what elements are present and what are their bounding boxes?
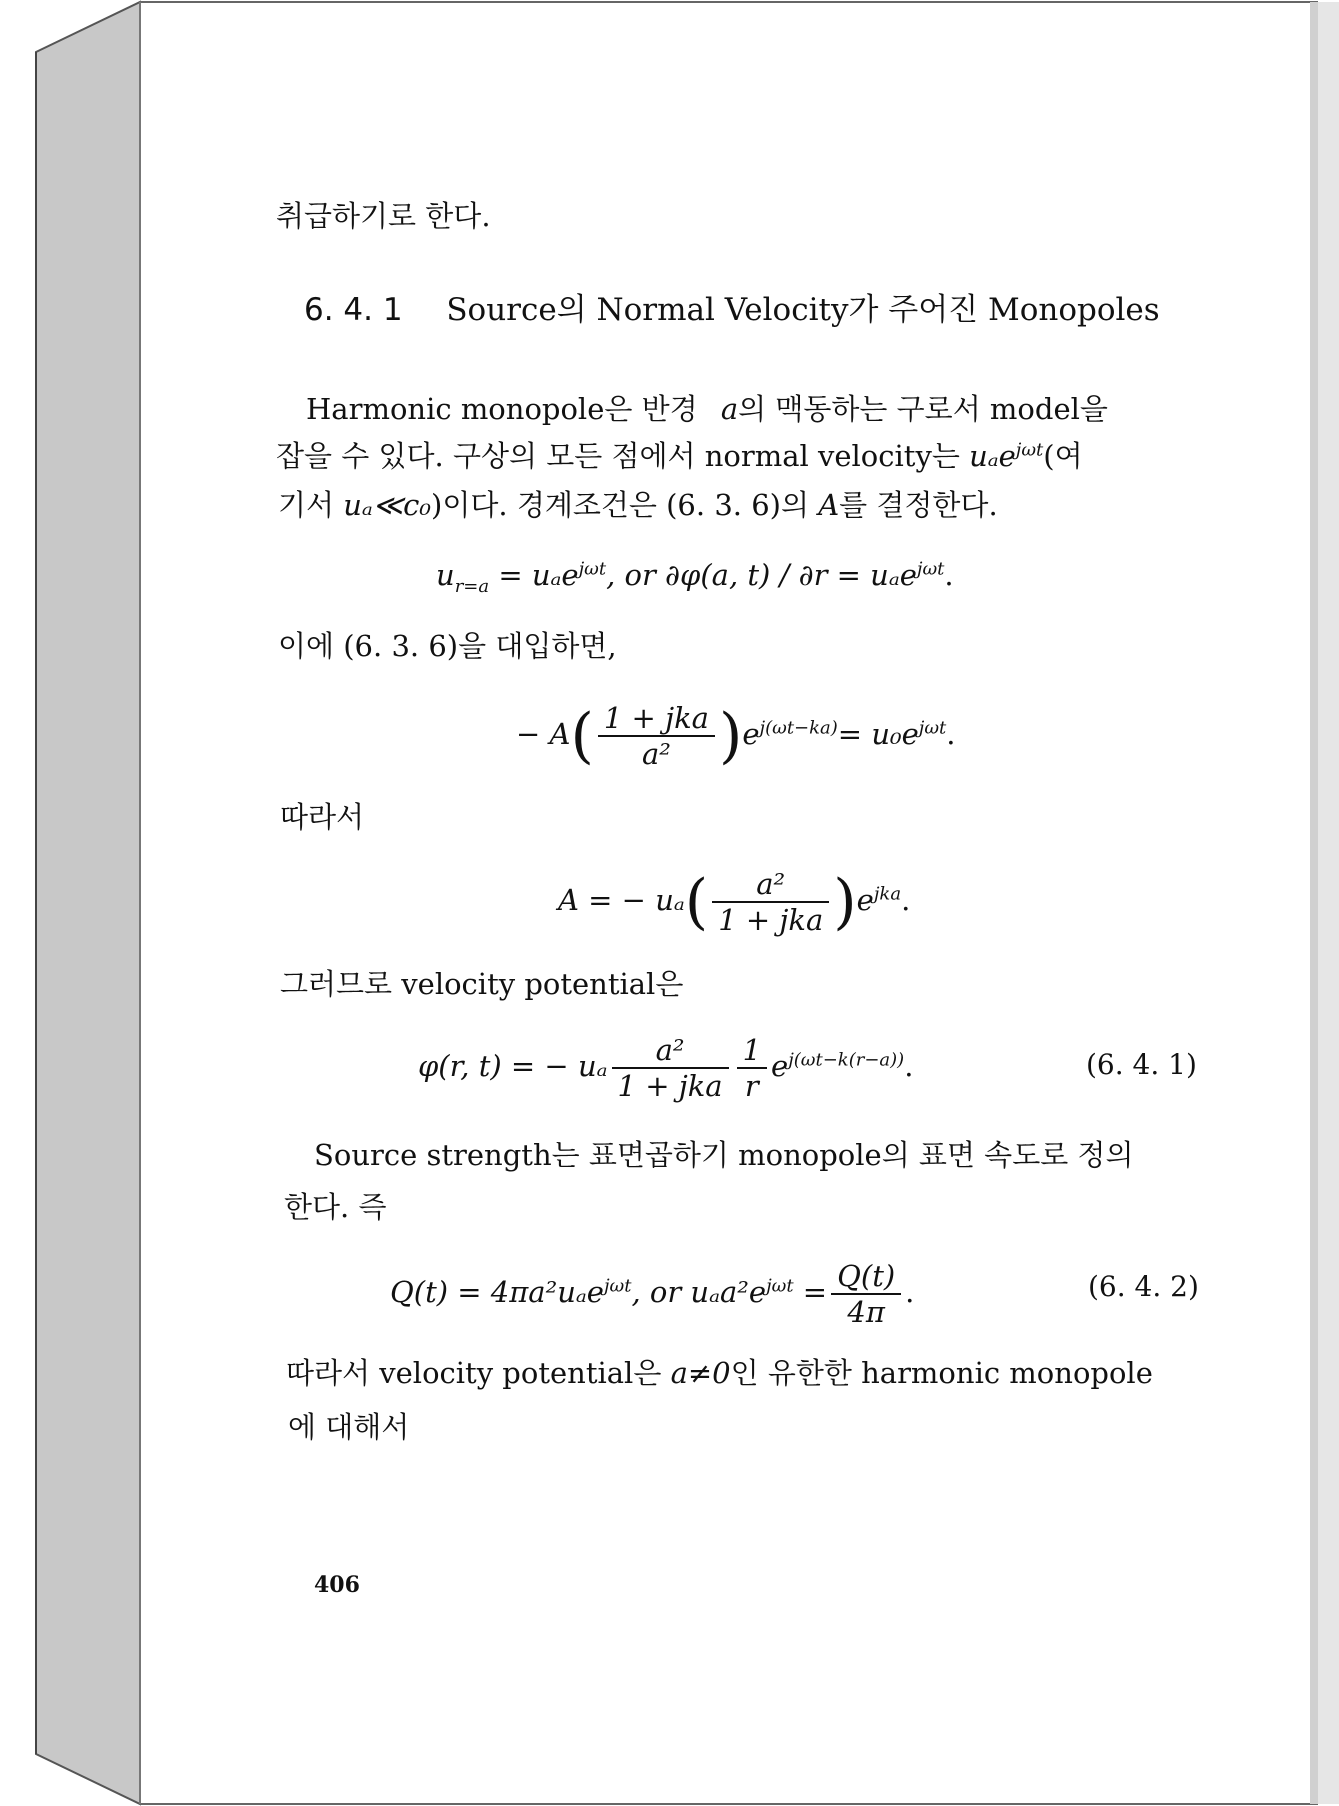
therefore-line-1 xyxy=(280,798,364,836)
therefore-text-1: 따라서 xyxy=(280,800,365,834)
equation-2 xyxy=(516,694,956,774)
eq642-equals: = xyxy=(802,1275,828,1309)
eq2-paren-close: ) xyxy=(718,701,743,771)
eq-bc-mid: = uₐe xyxy=(498,558,579,592)
section-number: 6. 4. 1 xyxy=(304,292,403,328)
eq641-numerator-1: a² xyxy=(655,1033,685,1067)
eq642-exp-1: jωt xyxy=(603,1275,632,1297)
p1-line1-text-a: Harmonic monopole은 반경 xyxy=(306,392,698,426)
eq3-end: . xyxy=(901,883,911,917)
equation-boundary-condition xyxy=(436,556,954,597)
eq-bc-sup2: jωt xyxy=(916,558,945,580)
p1-line3-text-a: 기서 xyxy=(278,488,335,522)
eq642-lhs: Q(t) = 4πa²uₐe xyxy=(390,1275,604,1309)
eq642-or: , or uₐa²e xyxy=(631,1275,767,1309)
p1-line3-text-c: 를 결정한다. xyxy=(839,488,998,522)
p1-line3-var: A xyxy=(818,488,840,522)
eq3-exp: jka xyxy=(873,883,902,905)
eq641-end: . xyxy=(904,1049,914,1083)
p1-line2-text-a: 잡을 수 있다. 구상의 모든 점에서 normal velocity는 xyxy=(276,439,960,473)
eq642-denominator: 4π xyxy=(831,1293,901,1329)
eq-bc-lhs: u xyxy=(436,558,455,592)
p1-line1-text-b: 의 맥동하는 구로서 model을 xyxy=(738,392,1108,426)
p1-line2-expr: uₐe xyxy=(969,439,1016,473)
eq2-rhs-exp: jωt xyxy=(918,717,947,739)
eq641-lhs: φ(r, t) = − uₐ xyxy=(418,1049,608,1083)
velocity-potential-intro-text: 그러므로 velocity potential은 xyxy=(280,967,684,1001)
carry-over-line xyxy=(276,197,491,235)
eq2-rhs: = u₀e xyxy=(837,717,919,751)
eq-bc-sub: r=a xyxy=(454,575,490,597)
eq3-lead: A = − uₐ xyxy=(558,883,685,917)
eq642-exp-2: jωt xyxy=(766,1275,794,1297)
eq2-denominator: a² xyxy=(598,735,715,771)
paragraph-2-line-1 xyxy=(314,1136,1133,1174)
eq2-paren-open: ( xyxy=(570,701,594,771)
equation-6-4-2 xyxy=(390,1252,914,1332)
p1-line1-var: a xyxy=(720,392,739,426)
eq2-exp-base: e xyxy=(742,717,760,751)
p1-line3-text-b: )이다. 경계조건은 (6. 3. 6)의 xyxy=(431,488,809,522)
p3-line1-expr: a≠0 xyxy=(670,1356,731,1390)
paragraph-3-line-1 xyxy=(286,1354,1153,1392)
eq641-denominator-1: 1 + jka xyxy=(612,1067,729,1103)
eq3-fraction xyxy=(712,867,829,937)
eq641-numerator-2: 1 xyxy=(742,1033,762,1067)
eq3-numerator: a² xyxy=(756,867,786,901)
paragraph-1-line-3 xyxy=(278,486,998,524)
eq642-fraction xyxy=(831,1259,901,1329)
eq3-exp-base: e xyxy=(856,883,874,917)
eq641-fraction-2 xyxy=(737,1033,767,1103)
eq2-exp: j(ωt−ka) xyxy=(759,717,838,739)
substitution-text: 이에 (6. 3. 6)을 대입하면, xyxy=(278,629,617,663)
p1-line2-sup: jωt xyxy=(1015,439,1044,461)
p1-line3-expr: uₐ≪c₀ xyxy=(343,488,432,522)
p2-line2-text: 한다. 즉 xyxy=(284,1190,387,1224)
eq3-denominator: 1 + jka xyxy=(712,901,829,937)
equation-number-6-4-2: (6. 4. 2) xyxy=(1088,1270,1199,1303)
page-number: 406 xyxy=(314,1572,360,1598)
equation-3 xyxy=(558,860,910,940)
eq641-exp: j(ωt−k(r−a)) xyxy=(788,1049,905,1071)
eq642-end: . xyxy=(905,1275,915,1309)
eq3-paren-open: ( xyxy=(684,867,709,937)
eq2-lead: − A xyxy=(516,717,571,751)
paragraph-2-line-2 xyxy=(284,1188,386,1226)
equation-6-4-1 xyxy=(418,1026,913,1106)
eq-bc-end: . xyxy=(944,558,954,592)
velocity-potential-intro xyxy=(280,965,683,1003)
paragraph-3-line-2 xyxy=(288,1408,409,1446)
substitution-line xyxy=(278,627,617,665)
paragraph-1-line-2 xyxy=(276,437,1083,475)
p2-line1-text: Source strength는 표면곱하기 monopole의 표면 속도로 정의 xyxy=(314,1138,1134,1172)
p3-line2-text: 에 대해서 xyxy=(288,1410,410,1444)
eq642-numerator: Q(t) xyxy=(837,1259,896,1293)
eq-bc-or: , or ∂φ(a, t) / ∂r = uₐe xyxy=(606,558,917,592)
eq2-fraction xyxy=(598,701,715,771)
eq641-denominator-2: r xyxy=(737,1067,767,1103)
eq641-exp-base: e xyxy=(771,1049,789,1083)
eq2-end: . xyxy=(946,717,956,751)
p1-line2-text-b: (여 xyxy=(1043,439,1083,473)
p3-line1-text-a: 따라서 velocity potential은 xyxy=(286,1356,662,1390)
p3-line1-text-b: 인 유한한 harmonic monopole xyxy=(730,1356,1153,1390)
equation-number-6-4-1: (6. 4. 1) xyxy=(1086,1048,1197,1081)
paragraph-1-line-1 xyxy=(306,390,1108,428)
carry-over-text: 취급하기로 한다. xyxy=(276,199,491,233)
section-title: Source의 Normal Velocity가 주어진 Monopoles xyxy=(446,292,1160,328)
section-heading xyxy=(304,291,1160,329)
eq3-paren-close: ) xyxy=(833,867,857,937)
eq-bc-sup1: jωt xyxy=(578,558,607,580)
eq2-numerator: 1 + jka xyxy=(603,701,709,735)
eq641-fraction-1 xyxy=(612,1033,729,1103)
